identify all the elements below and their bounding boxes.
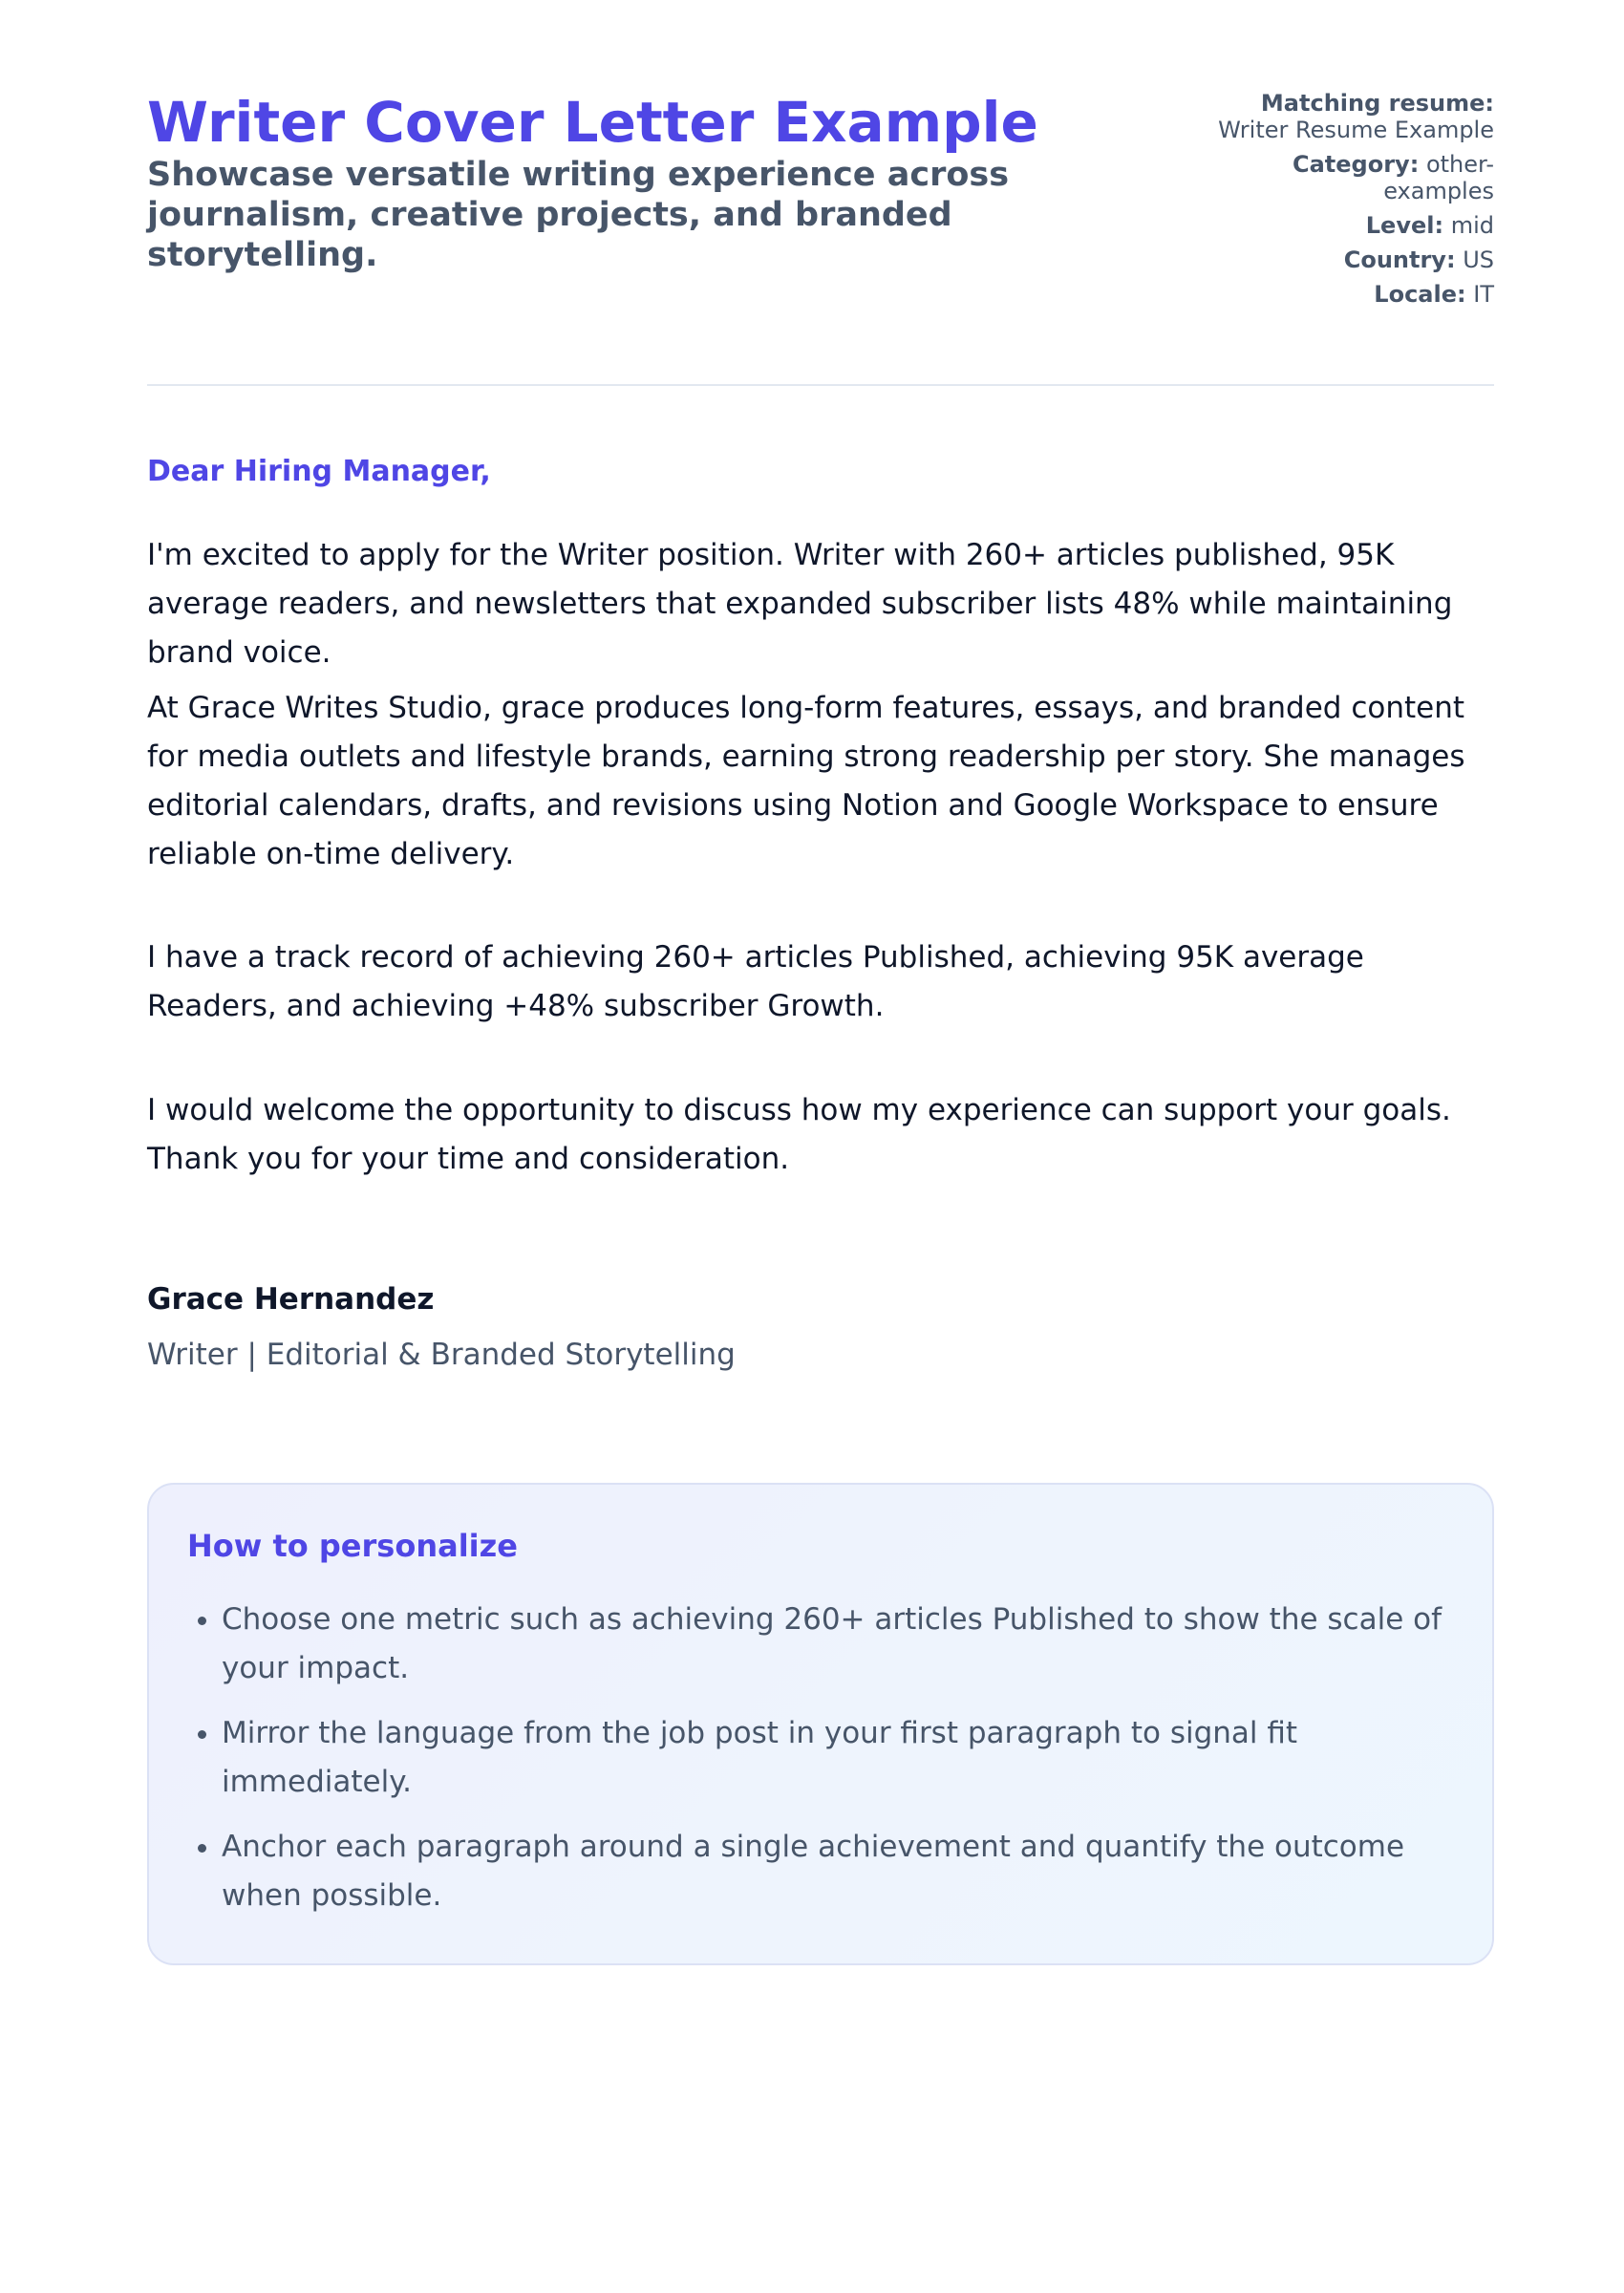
cover-letter-page — [147, 0, 1494, 1913]
meta-country — [1207, 246, 1494, 273]
page-subtitle: Showcase versatile writing experience across journalism, creative projects, and branded storytelling. — [147, 156, 1010, 274]
letter-paragraph-closing: I would welcome the opportunity to discuss how my experience can support your goals. Thank you for your time and consideration. — [147, 1093, 1451, 1176]
tip-item: • Anchor each paragraph around a single achievement and quantify the outcome when possible. — [222, 1823, 1454, 1920]
signature-name: Grace Hernandez — [147, 1282, 435, 1317]
meta-value: other-examples — [1383, 151, 1494, 204]
letter-paragraph-intro: I'm excited to apply for the Writer position. Writer with 260+ articles published, 95K average readers, and newsletters that expanded subscriber lists 48% while maintaining brand voice. — [147, 538, 1453, 670]
meta-value: US — [1463, 246, 1494, 273]
meta-value: IT — [1473, 281, 1494, 308]
personalize-tips-box — [147, 1483, 1494, 1965]
letter-paragraph-achievements: I have a track record of achieving 260+ articles Published, achieving 95K average Readers, and achieving +48% subscriber Growth. — [147, 940, 1364, 1023]
meta-level — [1207, 212, 1494, 239]
letter-greeting: Dear Hiring Manager, — [147, 455, 491, 488]
meta-label: Matching resume: — [1260, 90, 1494, 117]
meta-label: Country: — [1343, 246, 1456, 273]
meta-category — [1207, 151, 1494, 204]
meta-matching-resume — [1207, 90, 1494, 143]
meta-value: mid — [1450, 212, 1494, 239]
meta-label: Locale: — [1374, 281, 1466, 308]
letter-paragraph-experience: At Grace Writes Studio, grace produces long-form features, essays, and branded content for media outlets and lifestyle brands, earning strong readership per story. She manages editorial calendars, drafts, and revisions using Notion and Google Workspace to ensure reliable on-time delivery. — [147, 691, 1465, 871]
signature-title: Writer | Editorial & Branded Storytelling — [147, 1338, 736, 1372]
page-header — [147, 0, 1494, 386]
page-title: Writer Cover Letter Example — [147, 90, 1038, 155]
meta-value: Writer Resume Example — [1218, 117, 1494, 143]
tip-item: • Mirror the language from the job post in your first paragraph to signal fit immediately. — [222, 1709, 1454, 1807]
meta-locale — [1207, 281, 1494, 308]
tips-heading: How to personalize — [187, 1528, 518, 1564]
meta-label: Level: — [1365, 212, 1444, 239]
meta-label: Category: — [1292, 151, 1420, 178]
tip-item: • Choose one metric such as achieving 260+ articles Published to show the scale of your impact. — [222, 1596, 1454, 1693]
meta-panel — [1207, 90, 1494, 315]
tips-list — [187, 1596, 1454, 1920]
